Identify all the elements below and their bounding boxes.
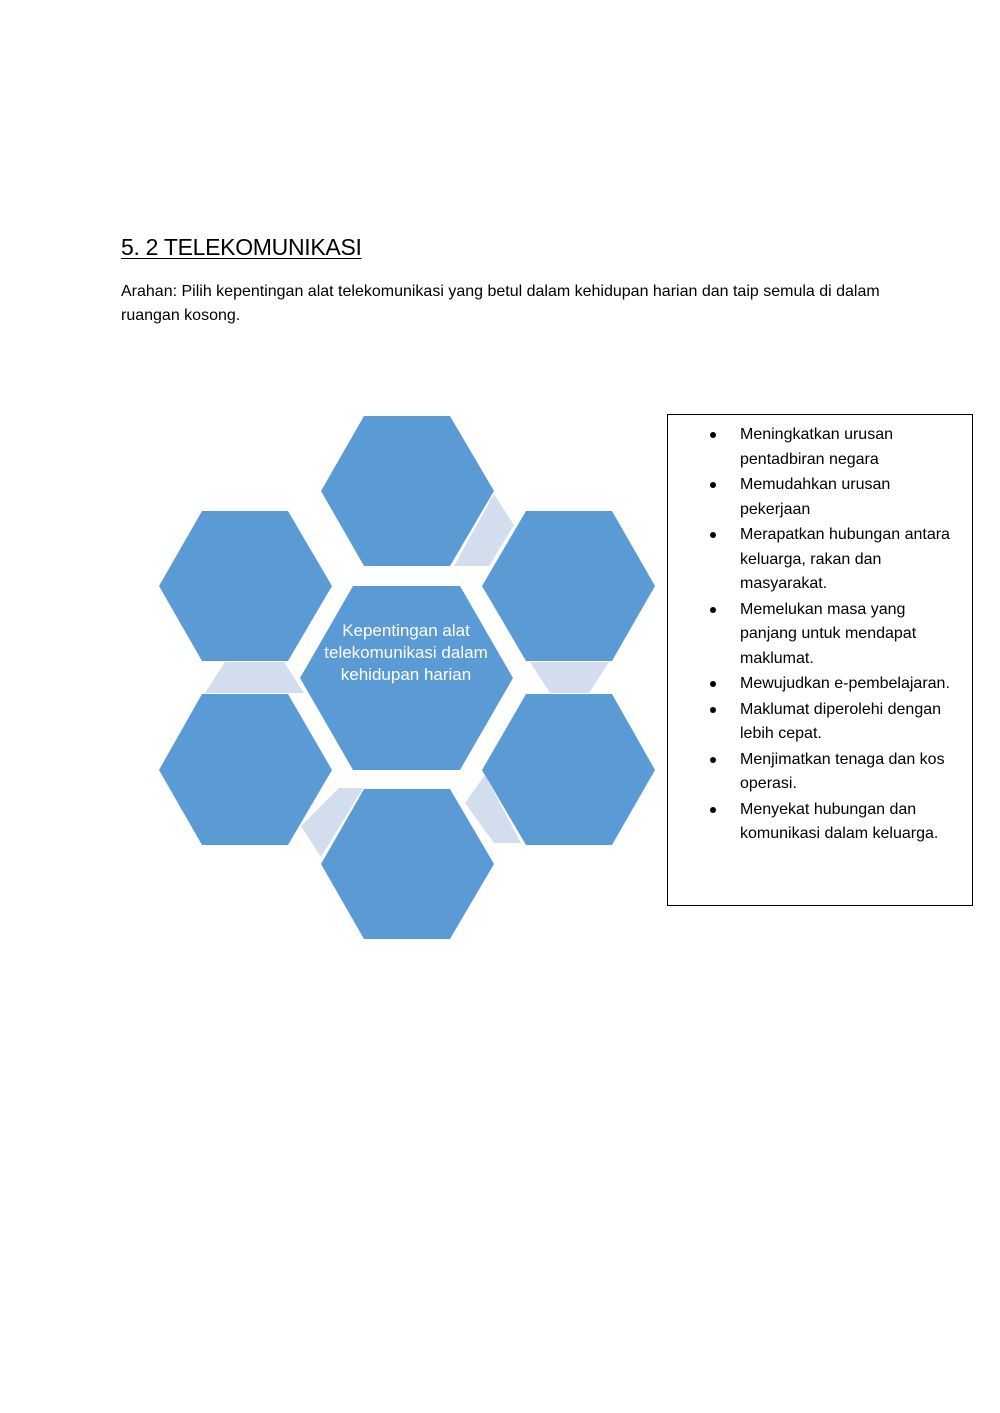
options-box <box>667 414 973 906</box>
bullet-icon <box>710 532 716 538</box>
connector-right <box>530 662 609 693</box>
option-text: Menyekat hubungan dan komunikasi dalam keluarga. <box>740 800 939 842</box>
option-item <box>668 523 962 597</box>
page-title: 5. 2 TELEKOMUNIKASI <box>121 234 362 260</box>
option-item <box>668 698 962 747</box>
bullet-icon <box>710 482 716 488</box>
option-text: Maklumat diperolehi dengan lebih cepat. <box>740 700 942 742</box>
option-text: Memudahkan urusan pekerjaan <box>740 476 891 518</box>
option-text: Merapatkan hubungan antara keluarga, rakan dan masyarakat. <box>740 526 950 592</box>
option-text: Meningkatkan urusan pentadbiran negara <box>740 426 893 468</box>
connector-left <box>205 662 304 693</box>
option-item <box>668 748 962 797</box>
bullet-icon <box>710 432 716 438</box>
bullet-icon <box>710 757 716 763</box>
instruction-text: Arahan: Pilih kepentingan alat telekomunikasi yang betul dalam kehidupan harian dan taip semula di dalam ruangan kosong. <box>121 283 880 324</box>
option-text: Menjimatkan tenaga dan kos operasi. <box>740 750 945 792</box>
option-item <box>668 473 962 522</box>
option-text: Memelukan masa yang panjang untuk mendapat maklumat. <box>740 600 917 667</box>
option-text: Mewujudkan e-pembelajaran. <box>740 675 950 692</box>
center-hexagon-label: Kepentingan alat telekomunikasi dalam kehidupan harian <box>324 621 488 684</box>
bullet-icon <box>710 807 716 813</box>
option-item <box>668 672 962 697</box>
option-item <box>668 598 962 672</box>
option-item <box>668 798 962 847</box>
option-item <box>668 423 962 472</box>
bullet-icon <box>710 707 716 713</box>
options-list <box>668 415 972 847</box>
bullet-icon <box>710 607 716 613</box>
bullet-icon <box>710 681 716 687</box>
